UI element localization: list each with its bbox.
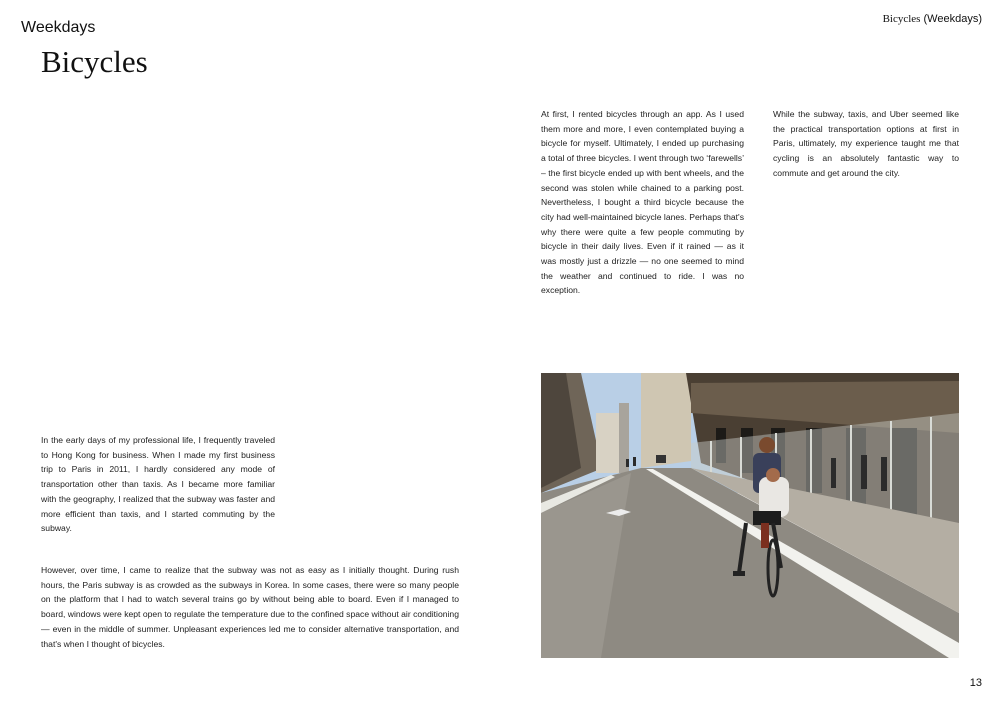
running-header-title: Bicycles [882,13,921,25]
section-label: Weekdays [21,19,96,36]
paragraph-early-days: In the early days of my professional life, I frequently traveled to Hong Kong for business. When I made my first business trip to Paris in 2011, I hardly considered any mode of transportation other than taxis. As I became more familiar with the geography, I realized that the subway was faster and more efficient than taxis, and I started commuting by the subway. [41,435,275,534]
page-number: 13 [969,677,982,689]
paragraph-subway-crowded: However, over time, I came to realize that the subway was not as easy as I initially thought. During rush hours, the Paris subway is as crowded as the subways in Korea. In some cases, there were so many people on the platform that I had to watch several trains go by without being able to board. Even if I managed to board, windows were kept open to regulate the temperature due to the confined space without air conditioning — even in the middle of summer. Unpleasant experiences led me to consider alternative transportation, and that's when I thought of bicycles. [41,565,459,649]
page-title: Bicycles [41,44,148,79]
running-header [883,13,982,25]
running-header-section: (Weekdays) [920,13,982,25]
cyclist-street-photo [541,373,959,658]
paragraph-cycling-fantastic: While the subway, taxis, and Uber seemed like the practical transportation options at first in Paris, ultimately, my experience taught me that cycling is an absolutely fantastic way to commute and get around the city. [773,109,959,178]
paragraph-rented-bicycles: At first, I rented bicycles through an app. As I used them more and more, I even contemplated buying a bicycle for myself. Ultimately, I ended up purchasing a total of three bicycles. I went through two ‘farewells’ – the first bicycle ended up with bent wheels, and the second was stolen while chained to a parking post. Nevertheless, I bought a third bicycle because the city had well-maintained bicycle lanes. Perhaps that's why there were quite a few people commuting by bicycle in their daily lives. Even if it rained — as it was mostly just a drizzle — no one seemed to mind the weather and continued to ride. I was no exception. [541,109,745,296]
